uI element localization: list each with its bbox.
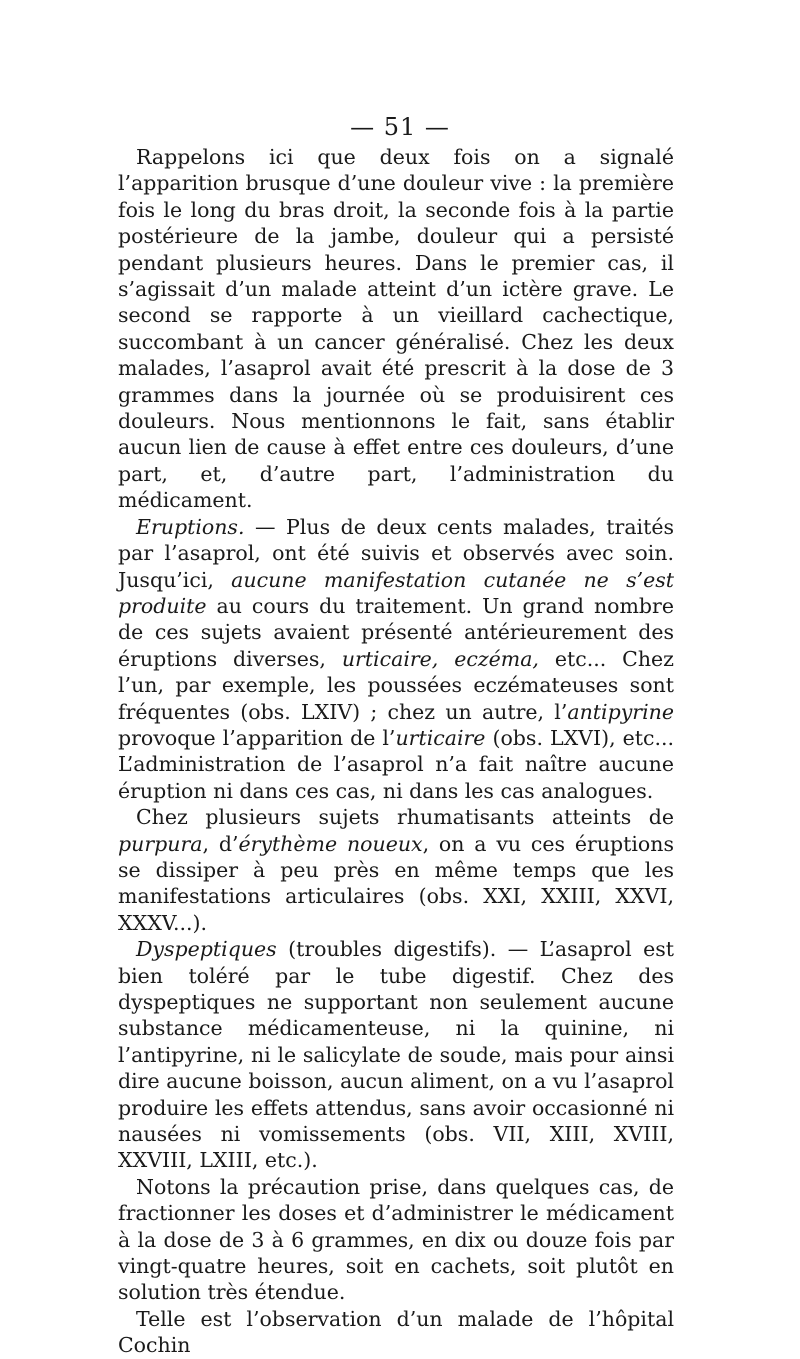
text-run: provoque l’apparition de l’ [118, 725, 396, 750]
italic-text-run: Dyspeptiques [136, 937, 277, 962]
paragraph [118, 1174, 674, 1306]
paragraph [118, 1306, 674, 1359]
italic-text-run: purpura [118, 831, 203, 856]
text-run: Rappelons ici que deux fois on a signalé l’apparition brusque d’une douleur vive : la première fois le long du bras droit, la seconde fois à la partie postérieure de la jambe, douleur qui a persisté pendant plusieurs heures. Dans le premier cas, il s’agissait d’un malade atteint d’un ictère grave. Le second se rapporte à un vieillard cachectique, succombant à un cancer généralisé. Chez les deux malades, l’asaprol avait été prescrit à la dose de 3 grammes dans la journée où se produisirent ces douleurs. Nous mentionnons le fait, sans établir aucun lien de cause à effet entre ces douleurs, d’une part, et, d’autre part, l’administration du médicament. [118, 145, 674, 513]
text-run: — Plus de deux cents malades, traités par l’asaprol, ont été suivis et observés avec soin. Jusqu’ici, [118, 514, 674, 592]
paragraph [118, 804, 674, 936]
text-run: Telle est l’observation d’un malade de l’hôpital Cochin [118, 1306, 674, 1358]
text-run: Chez plusieurs sujets rhumatisants atteints de [136, 805, 674, 830]
text-run: Notons la précaution prise, dans quelques cas, de fractionner les doses et d’administrer le médicament à la dose de 3 à 6 grammes, en dix ou douze fois par vingt-quatre heures, soit en cachets, soit plutôt en solution très étendue. [118, 1174, 674, 1305]
italic-text-run: antipyrine [567, 699, 674, 724]
italic-text-run: Eruptions. [136, 514, 245, 539]
page-body-text [118, 144, 674, 1359]
text-run: (troubles digestifs). — L’asaprol est bien toléré par le tube digestif. Chez des dyspeptiques ne supportant non seulement aucune substance médicamenteuse, ni la quinine, ni l’antipyrine, ni le salicylate de soude, mais pour ainsi dire aucune boisson, aucun aliment, on a vu l’asaprol produire les effets attendus, sans avoir occasionné ni nausées ni vomissements (obs. VII, XIII, XVIII, XXVIII, LXIII, etc.). [118, 937, 674, 1173]
italic-text-run: urticaire, eczéma, [341, 646, 539, 671]
paragraph [118, 514, 674, 804]
text-run: au cours du traitement. Un grand nombre de ces sujets avaient présenté antérieurement des éruptions diverses, [118, 593, 674, 671]
page-number: — 51 — [350, 113, 450, 141]
italic-text-run: urticaire [395, 725, 486, 750]
paragraph [118, 144, 674, 514]
text-run: (obs. LXVI), etc... L’administration de l’asaprol n’a fait naître aucune éruption ni dans ces cas, ni dans les cas analogues. [118, 725, 674, 803]
italic-text-run: aucune manifestation cutanée ne s’est produite [118, 567, 674, 618]
text-run: , on a vu ces éruptions se dissiper à peu près en même temps que les manifestations articulaires (obs. XXI, XXIII, XXVI, XXXV...). [118, 831, 674, 935]
paragraph [118, 936, 674, 1174]
italic-text-run: érythème noueux [238, 831, 423, 856]
text-run: , d’ [202, 831, 239, 856]
text-run: etc... Chez l’un, par exemple, les poussées eczémateuses sont fréquentes (obs. LXIV) ; chez un autre, l’ [118, 646, 674, 724]
